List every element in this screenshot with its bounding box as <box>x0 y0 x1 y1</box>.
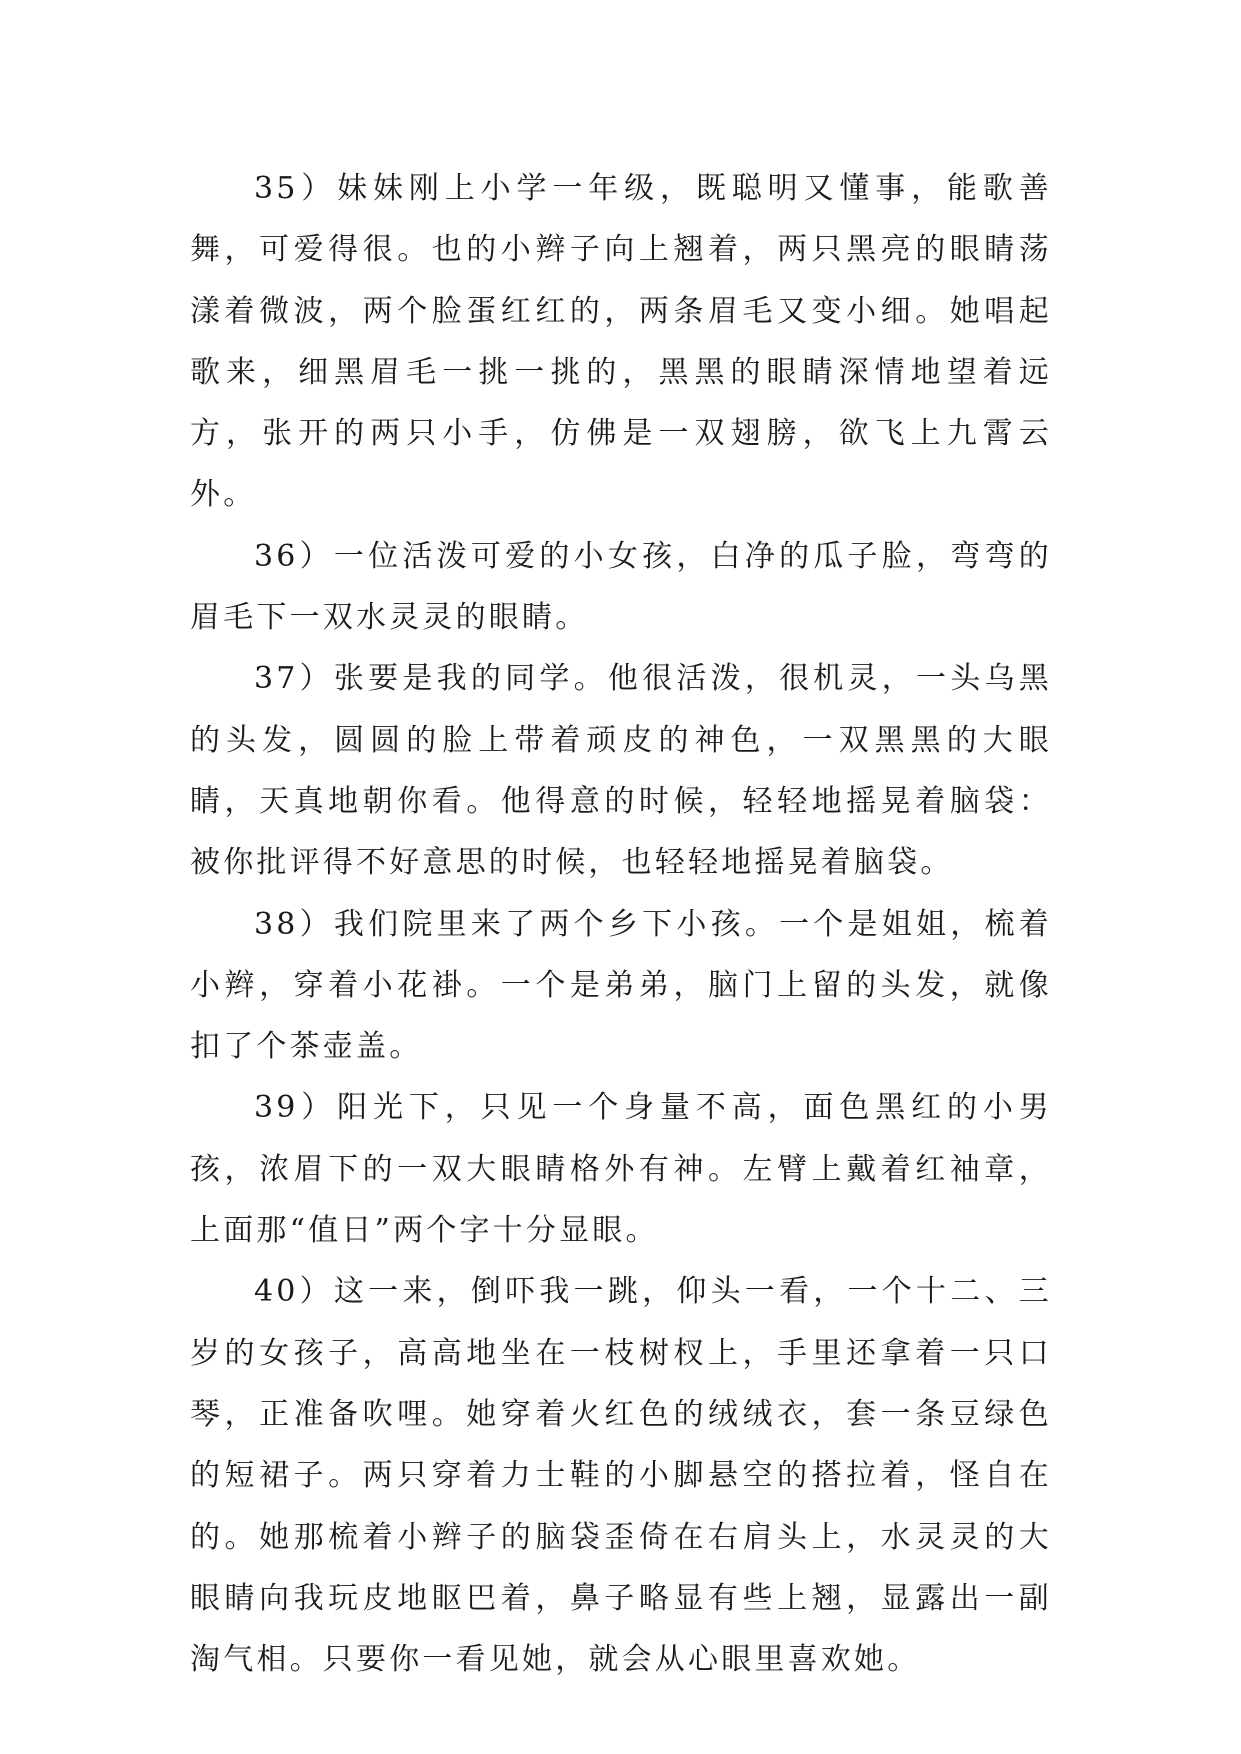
paragraph-37: 37）张要是我的同学。他很活泼，很机灵，一头乌黑的头发，圆圆的脸上带着顽皮的神色，一双黑黑的大眼睛，天真地朝你看。他得意的时候，轻轻地摇晃着脑袋：被你批评得不好意思的时候，也轻轻地摇晃着脑袋。 <box>190 661 1052 881</box>
paragraph-39: 39）阳光下，只见一个身量不高，面色黑红的小男孩，浓眉下的一双大眼睛格外有神。左臂上戴着红袖章，上面那“值日”两个字十分显眼。 <box>190 1090 1052 1249</box>
paragraph-35: 35）妹妹刚上小学一年级，既聪明又懂事，能歌善舞，可爱得很。也的小辫子向上翘着，两只黑亮的眼睛荡漾着微波，两个脸蛋红红的，两条眉毛又变小细。她唱起歌来，细黑眉毛一挑一挑的，黑黑的眼睛深情地望着远方，张开的两只小手，仿佛是一双翅膀，欲飞上九霄云外。 <box>190 171 1052 513</box>
paragraph-40: 40）这一来，倒吓我一跳，仰头一看，一个十二、三岁的女孩子，高高地坐在一枝树杈上，手里还拿着一只口琴，正准备吹哩。她穿着火红色的绒绒衣，套一条豆绿色的短裙子。两只穿着力士鞋的小脚悬空的搭拉着，怪自在的。她那梳着小辫子的脑袋歪倚在右肩头上，水灵灵的大眼睛向我玩皮地眍巴着，鼻子略显有些上翘，显露出一副淘气相。只要你一看见她，就会从心眼里喜欢她。 <box>190 1274 1052 1678</box>
document-page <box>190 158 1052 1690</box>
paragraph-36: 36）一位活泼可爱的小女孩，白净的瓜子脸，弯弯的眉毛下一双水灵灵的眼睛。 <box>190 538 1052 636</box>
paragraph-38: 38）我们院里来了两个乡下小孩。一个是姐姐，梳着小辫，穿着小花褂。一个是弟弟，脑门上留的头发，就像扣了个茶壶盖。 <box>190 906 1052 1065</box>
